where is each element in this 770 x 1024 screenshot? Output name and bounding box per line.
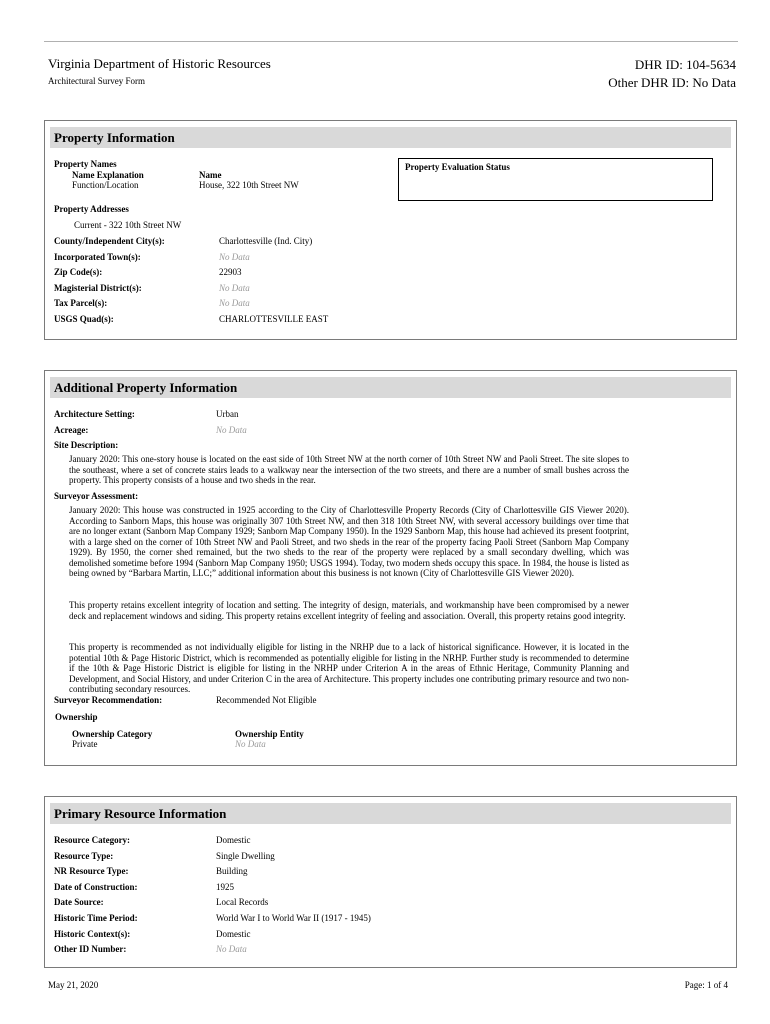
property-field-label: USGS Quad(s):: [54, 314, 114, 324]
resource-field-label: Historic Context(s):: [54, 928, 131, 939]
assessment-paragraph-1: January 2020: This house was constructed in 1925 according to the City of Charlottesville Property Records (City of Charlottesville GIS Viewer 2020). According to Sanborn Maps, this house was originally 307 10th Street NW, and then 318 10th Street NW, with several accessory buildings over time that are no longer extant (Sanborn Map Company 1929; Sanborn Map Company 1950). In the 1929 Sanborn Map, this house had achieved its present footprint, with a large shed on the corner of 10th Street NW and Paoli Street, and two sheds in the rear of the property facing Paoli Street (Sanborn Map Company 1929). By 1950, the corner shed remained, but the two sheds to the rear of the property were replaced by a small secondary dwelling, which was demolished sometime before 1994 (Sanborn Map Company 1950; USGS 1994). Today, two modern sheds occupy this space. In 1984, the house is listed as being owned by “Barbara Martin, LLC;” additional information about this business is not known (City of Charlottesville GIS Viewer 2020).: [69, 505, 629, 578]
surveyor-recommendation-label: Surveyor Recommendation:: [54, 695, 163, 705]
acreage-label: Acreage:: [54, 425, 89, 435]
surveyor-assessment-label: Surveyor Assessment:: [54, 491, 139, 501]
property-field-value: 22903: [219, 267, 242, 278]
name-explanation-value: Function/Location: [72, 180, 139, 190]
resource-field-label: Resource Type:: [54, 850, 114, 861]
resource-field-label: Date Source:: [54, 897, 104, 908]
name-explanation-header: Name Explanation: [72, 170, 144, 180]
site-description-text: January 2020: This one-story house is located on the east side of 10th Street NW at the north corner of 10th Street NW and Paoli Street. The site slopes to the southeast, where a set of concrete stairs leads to a walkway near the intersection of the two streets, and there are a number of small bushes across the property. This property consists of a house and two sheds in the rear.: [69, 454, 629, 485]
resource-field-value: Domestic: [216, 928, 251, 939]
agency-title: Virginia Department of Historic Resources: [48, 56, 271, 71]
resource-field-value: World War I to World War II (1917 - 1945): [216, 913, 371, 923]
footer-date: May 21, 2020: [48, 980, 99, 990]
resource-field-label: Resource Category:: [54, 835, 131, 845]
section-heading: Property Information: [50, 127, 731, 148]
property-field-label: County/Independent City(s):: [54, 236, 165, 246]
ownership-category-value: Private: [72, 739, 98, 749]
dhr-id: DHR ID: 104-5634: [634, 57, 736, 72]
property-field-label: Incorporated Town(s):: [54, 251, 141, 262]
surveyor-recommendation-value: Recommended Not Eligible: [216, 695, 317, 705]
ownership-label: Ownership: [55, 712, 98, 722]
address-value: Current - 322 10th Street NW: [74, 220, 182, 230]
evaluation-status-label: Property Evaluation Status: [405, 162, 510, 172]
assessment-paragraph-3: This property is recommended as not individually eligible for listing in the NRHP due to a lack of historical significance. However, it is located in the potential 10th & Page Historic District, which is recommended as potentially eligible for listing in the NRHP. Further study is recommended to determine if the 10th & Page Historic District is eligible for listing in the NRHP under Criterion A in the areas of Ethnic Heritage, Community Planning and Development, and Social History, and under Criterion C in the area of Architecture. This property includes one contributing primary resource and two non-contributing secondary resources.: [69, 642, 629, 694]
site-description-label: Site Description:: [54, 440, 119, 450]
assessment-paragraph-2: This property retains excellent integrity of location and setting. The integrity of design, materials, and workmanship have been compromised by a newer deck and replacement windows and siding. This property retains excellent integrity of feeling and association. Overall, this property retains good integrity.: [69, 600, 629, 621]
resource-field-value: Building: [216, 866, 248, 877]
primary-resource-information-section: [44, 796, 737, 968]
property-field-value: CHARLOTTESVILLE EAST: [219, 314, 329, 324]
property-names-label: Property Names: [54, 159, 117, 169]
architecture-setting-value: Urban: [216, 409, 239, 419]
ownership-entity-header: Ownership Entity: [235, 729, 304, 739]
property-field-value: No Data: [219, 298, 250, 309]
resource-field-label: NR Resource Type:: [54, 866, 129, 877]
header-left: [48, 56, 271, 86]
header-right: [608, 56, 736, 92]
additional-property-information-section: [44, 370, 737, 766]
section-heading: Additional Property Information: [50, 377, 731, 398]
property-field-label: Tax Parcel(s):: [54, 298, 108, 309]
form-subtitle: Architectural Survey Form: [48, 76, 145, 86]
resource-field-value: 1925: [216, 881, 234, 892]
property-field-value: Charlottesville (Ind. City): [219, 236, 313, 246]
property-addresses-label: Property Addresses: [54, 204, 129, 214]
property-field-value: No Data: [219, 282, 250, 293]
architecture-setting-label: Architecture Setting:: [54, 409, 135, 419]
section-heading: Primary Resource Information: [50, 803, 731, 824]
property-field-value: No Data: [219, 251, 250, 262]
other-dhr-id: Other DHR ID: No Data: [608, 75, 736, 90]
resource-field-value: No Data: [216, 944, 247, 955]
resource-field-label: Date of Construction:: [54, 881, 138, 892]
name-header: Name: [199, 170, 222, 180]
ownership-category-header: Ownership Category: [72, 729, 153, 739]
property-information-section: [44, 120, 737, 340]
property-field-label: Zip Code(s):: [54, 267, 103, 278]
resource-field-value: Local Records: [216, 897, 269, 908]
ownership-entity-value: No Data: [235, 739, 266, 749]
property-field-label: Magisterial District(s):: [54, 282, 142, 293]
acreage-value: No Data: [216, 425, 247, 435]
resource-field-value: Single Dwelling: [216, 850, 275, 861]
footer-page-number: Page: 1 of 4: [684, 980, 728, 990]
resource-field-value: Domestic: [216, 835, 251, 845]
resource-field-label: Other ID Number:: [54, 944, 127, 955]
header-rule: [44, 41, 738, 42]
resource-field-label: Historic Time Period:: [54, 913, 138, 923]
evaluation-status-box: [398, 158, 713, 201]
name-value: House, 322 10th Street NW: [199, 180, 299, 190]
